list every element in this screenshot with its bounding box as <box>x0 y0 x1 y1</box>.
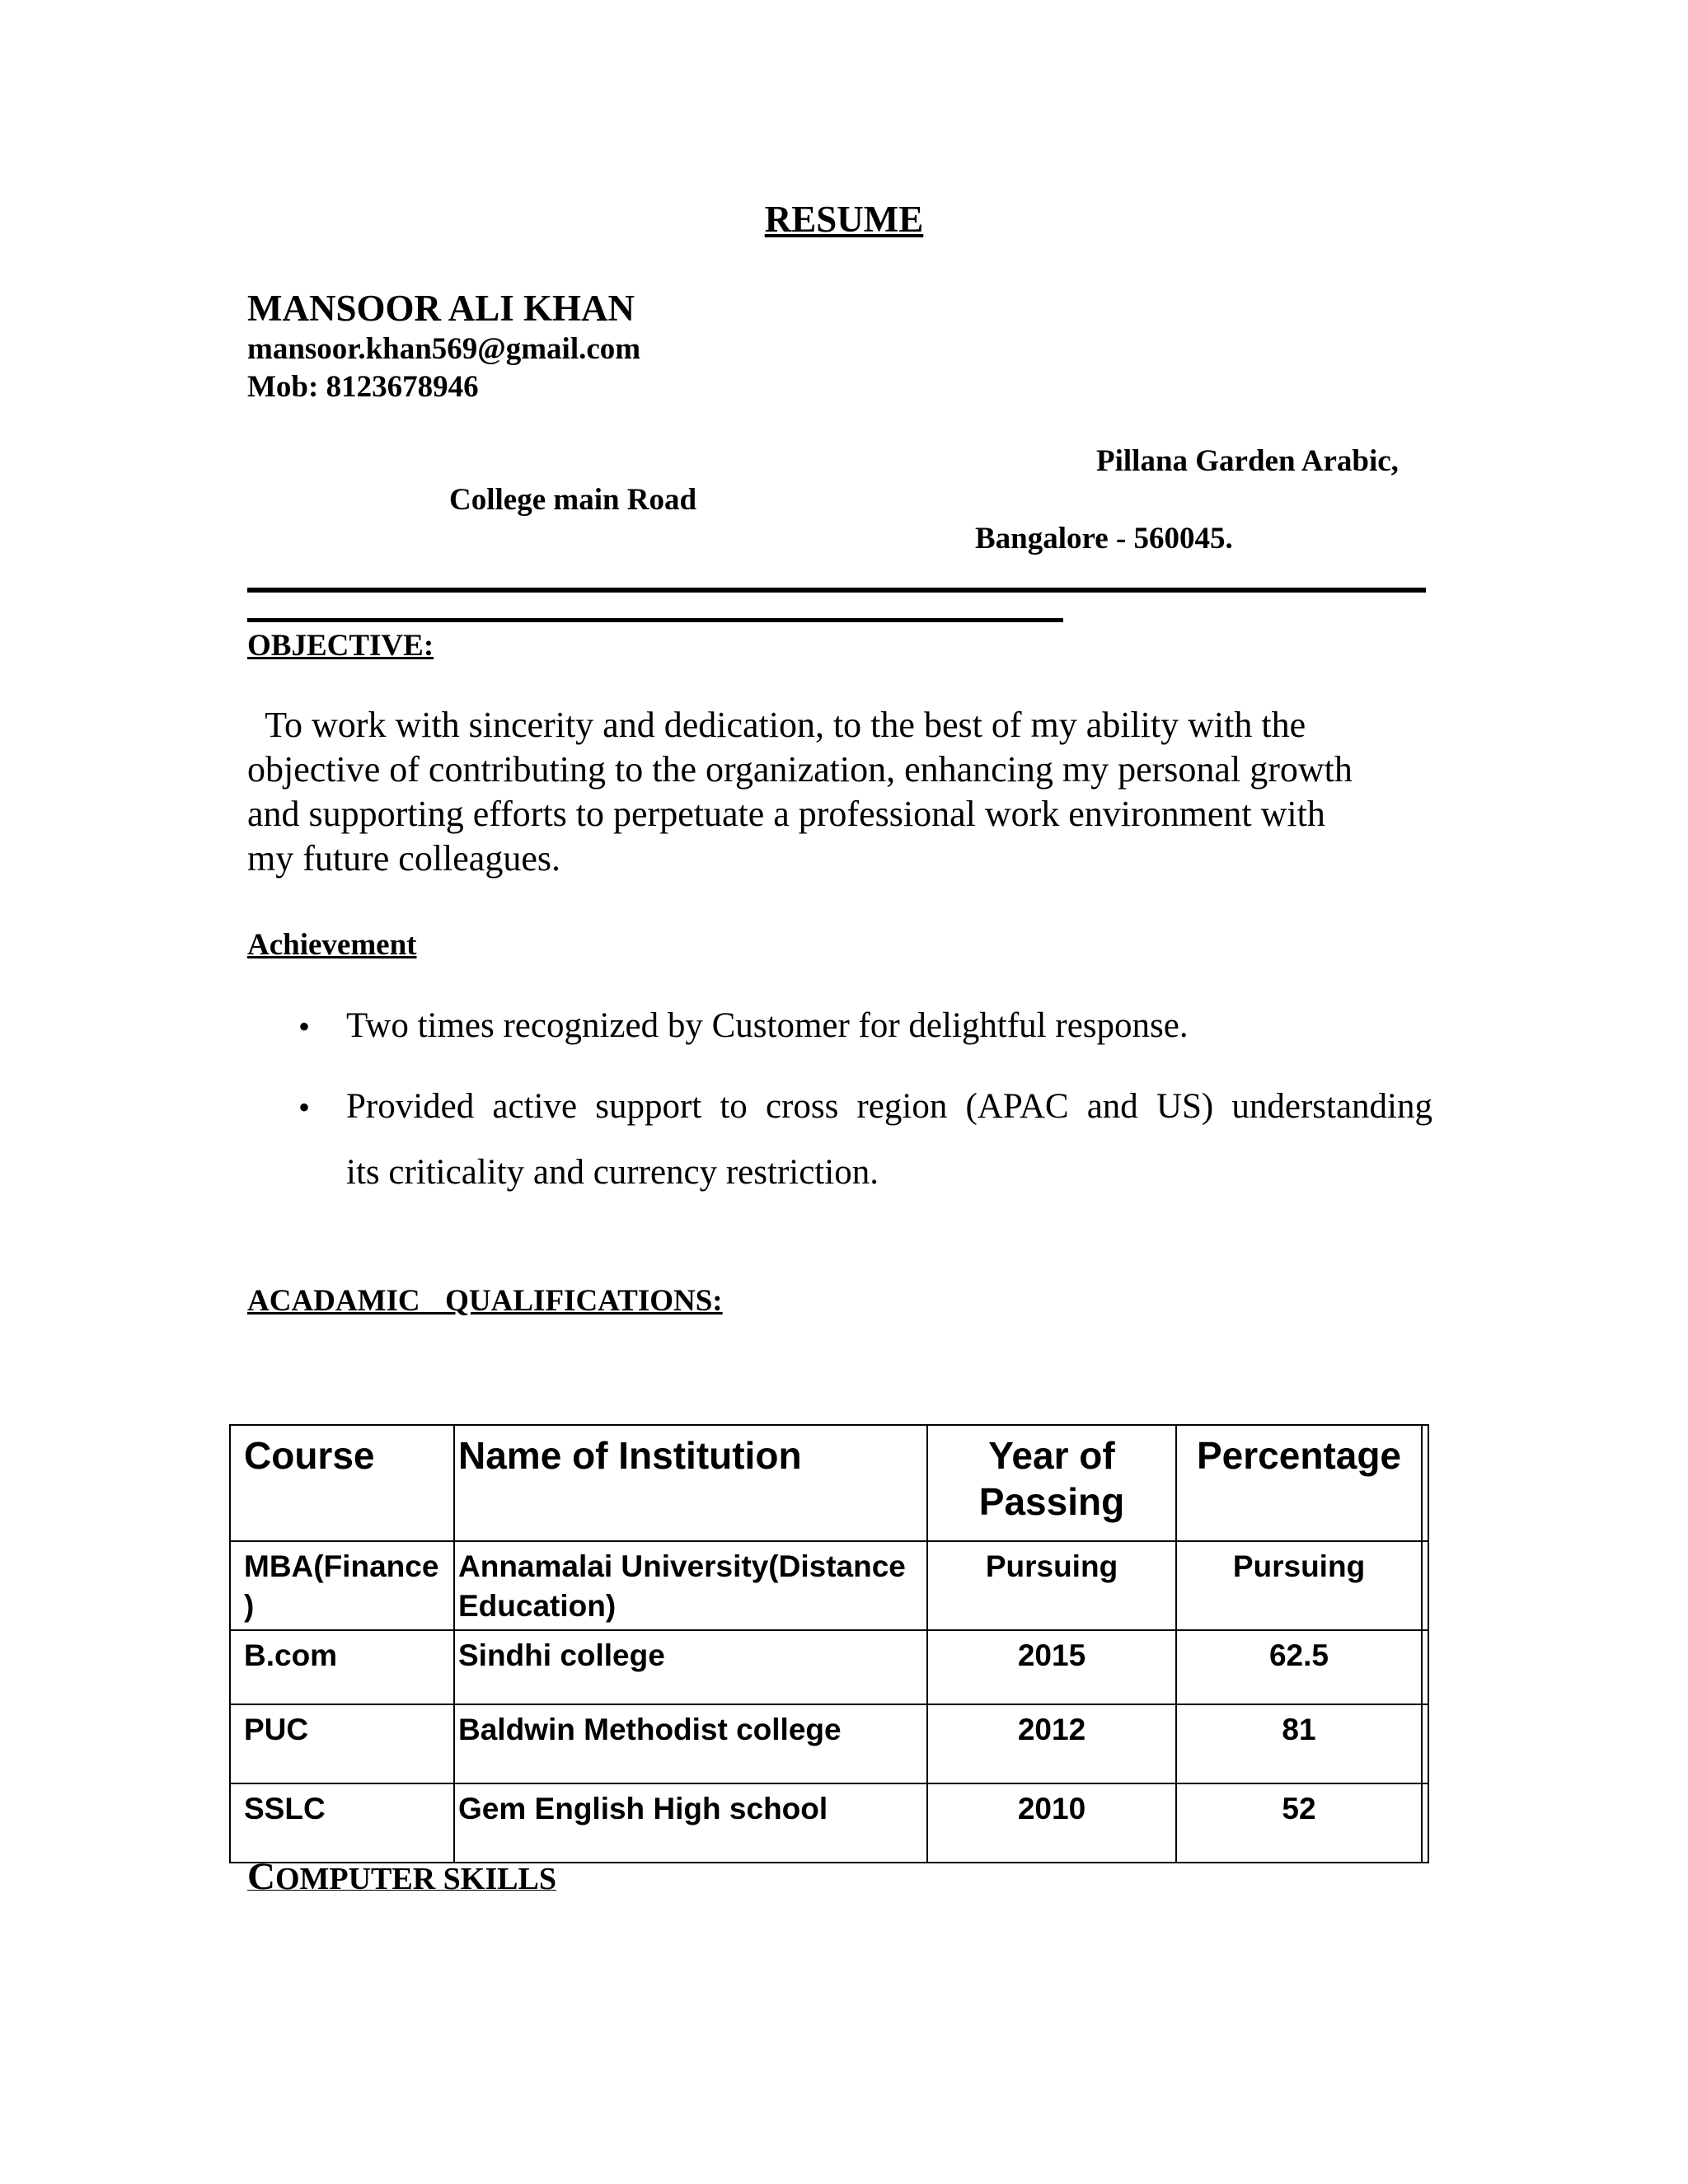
year-cell: 2015 <box>927 1630 1176 1704</box>
column-header-percentage: Percentage <box>1176 1425 1422 1541</box>
achievement-item: Two times recognized by Customer for delightful response. <box>346 1006 1189 1045</box>
academic-table <box>229 1424 1429 1863</box>
table-row <box>230 1783 1428 1863</box>
achievement-heading: Achievement <box>247 928 417 962</box>
academic-heading: ACADAMIC QUALIFICATIONS: <box>247 1284 723 1318</box>
mobile-text: Mob: 8123678946 <box>247 370 479 404</box>
table-header-row <box>230 1425 1428 1541</box>
table-edge-cell <box>1422 1630 1428 1704</box>
header-divider-short <box>247 618 1063 622</box>
achievement-item: Provided active support to cross region (APAC and US) understanding <box>346 1087 1432 1126</box>
institution-cell: Baldwin Methodist college <box>454 1704 927 1783</box>
institution-cell: Gem English High school <box>454 1783 927 1863</box>
table-edge-cell <box>1422 1425 1428 1541</box>
column-header-course: Course <box>230 1425 454 1541</box>
year-cell: 2010 <box>927 1783 1176 1863</box>
course-cell: MBA(Finance ) <box>230 1541 454 1630</box>
computer-skills-heading-initial: C <box>247 1855 275 1898</box>
address-line-2: College main Road <box>449 483 697 517</box>
resume-title: RESUME <box>764 199 924 240</box>
table-row <box>230 1704 1428 1783</box>
year-cell: Pursuing <box>927 1541 1176 1630</box>
objective-line: my future colleagues. <box>247 838 560 879</box>
address-line-3: Bangalore - 560045. <box>975 522 1233 555</box>
objective-heading: OBJECTIVE: <box>247 629 434 663</box>
course-cell: PUC <box>230 1704 454 1783</box>
candidate-name: MANSOOR ALI KHAN <box>247 288 635 329</box>
institution-cell: Sindhi college <box>454 1630 927 1704</box>
objective-line: To work with sincerity and dedication, to the best of my ability with the <box>247 705 1306 745</box>
address-line-1: Pillana Garden Arabic, <box>1096 444 1399 478</box>
table-edge-cell <box>1422 1704 1428 1783</box>
objective-line: objective of contributing to the organization, enhancing my personal growth <box>247 749 1353 790</box>
table-row <box>230 1630 1428 1704</box>
bullet-icon: • <box>298 1008 311 1045</box>
table-edge-cell <box>1422 1541 1428 1630</box>
course-cell: SSLC <box>230 1783 454 1863</box>
computer-skills-heading-rest: OMPUTER SKILLS <box>274 1862 556 1896</box>
table-row <box>230 1541 1428 1630</box>
column-header-year: Year of Passing <box>927 1425 1176 1541</box>
column-header-institution: Name of Institution <box>454 1425 927 1541</box>
email-text: mansoor.khan569@gmail.com <box>247 332 641 366</box>
objective-paragraph <box>247 703 1451 881</box>
year-cell: 2012 <box>927 1704 1176 1783</box>
objective-line: and supporting efforts to perpetuate a professional work environment with <box>247 794 1325 834</box>
course-cell: B.com <box>230 1630 454 1704</box>
table-edge-cell <box>1422 1783 1428 1863</box>
achievement-item-continued: its criticality and currency restriction. <box>346 1153 879 1192</box>
header-divider-long <box>247 588 1426 593</box>
institution-cell: Annamalai University(Distance Education) <box>454 1541 927 1630</box>
bullet-icon: • <box>298 1089 311 1126</box>
percentage-cell: 62.5 <box>1176 1630 1422 1704</box>
percentage-cell: 52 <box>1176 1783 1422 1863</box>
computer-skills-heading <box>247 1854 556 1899</box>
percentage-cell: Pursuing <box>1176 1541 1422 1630</box>
percentage-cell: 81 <box>1176 1704 1422 1783</box>
